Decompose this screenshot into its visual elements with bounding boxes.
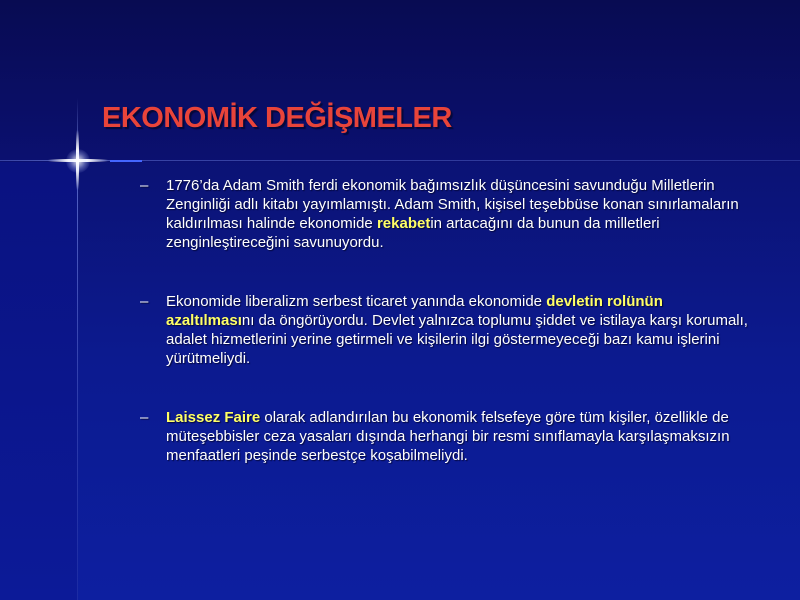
title-accent-bar xyxy=(110,160,142,162)
slide-title: EKONOMİK DEĞİŞMELER xyxy=(102,102,452,134)
bullet-list xyxy=(140,176,755,465)
dash-bullet-icon: – xyxy=(140,409,149,426)
bullet-highlight: rekabet xyxy=(376,215,431,232)
header-band xyxy=(0,0,800,162)
bullet-item-adam-smith xyxy=(140,176,755,252)
bullet-text: Ekonomide liberalizm serbest ticaret yanında ekonomide xyxy=(166,293,547,310)
left-band xyxy=(0,162,78,600)
bullet-item-liberalism xyxy=(140,292,755,368)
bullet-text: in artacağını da bunun da milletleri zenginleştireceğini savunuyordu. xyxy=(166,215,660,251)
bullet-text: 1776’da Adam Smith ferdi ekonomik bağımsızlık düşüncesini savunduğu Milletlerin Zenginliği adlı kitabı yayımlamıştı. Adam Smith, kişisel teşebbüse konan sınırlamaların kaldırılması halinde ekonomide xyxy=(166,177,739,232)
dash-bullet-icon: – xyxy=(140,177,149,194)
bullet-item-laissez-faire xyxy=(140,408,755,465)
sparkle-icon xyxy=(66,149,90,173)
bullet-text: olarak adlandırılan bu ekonomik felsefeye göre tüm kişiler, özellikle de müteşebbisler ceza yasaları dışında herhangi bir resmi sınıflamayla karşılaşmaksızın menfaatleri peşinde serbestçe koşabilmeliydi. xyxy=(166,409,730,464)
bullet-highlight: devletin rolünün azaltılması xyxy=(166,293,663,329)
bullet-text: nı da öngörüyordu. Devlet yalnızca toplumu şiddet ve istilaya karşı korumalı, adalet hizmetlerini yerine getirmeli ve kişilerin ilgi göstermeyeceği bazı kamu işlerini yürütmeliydi. xyxy=(166,312,748,367)
dash-bullet-icon: – xyxy=(140,293,149,310)
bullet-highlight: Laissez Faire xyxy=(166,409,261,426)
